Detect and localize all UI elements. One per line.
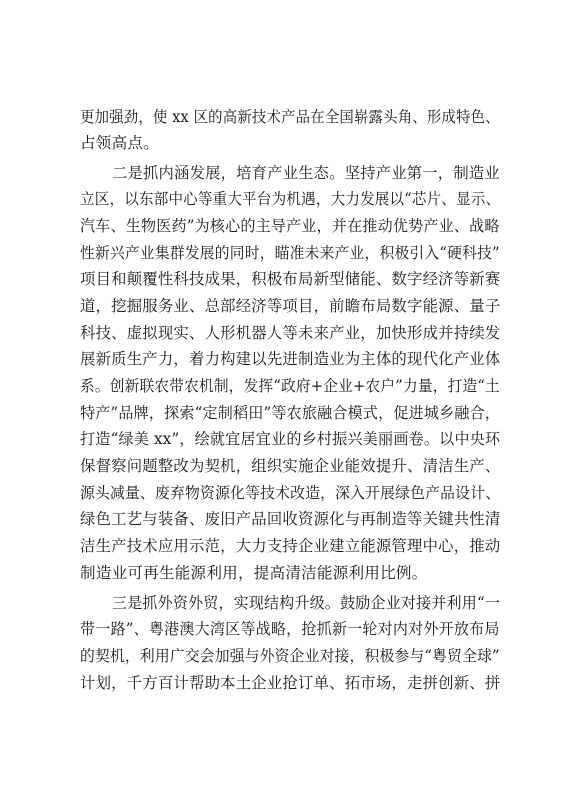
text-line: 道，挖掘服务业、总部经济等项目，前瞻布局数字能源、量子 (80, 297, 501, 315)
text-line: 绿色工艺与装备、废旧产品回收资源化与再制造等关键共性清 (80, 510, 501, 528)
text-line: 系。创新联农带农机制，发挥“政府+企业+农户”力量，打造“土 (80, 377, 500, 395)
paragraph-first-line: 三是抓外资外贸，实现结构升级。鼓励企业对接并利用“一 (112, 594, 501, 612)
text-line: 保督察问题整改为契机，组织实施企业能效提升、清洁生产、 (80, 457, 501, 475)
text-line: 打造“绿美 xx”，绘就宜居宜业的乡村振兴美丽画卷。以中央环 (80, 430, 501, 448)
text-line: 制造业可再生能源利用，提高清洁能源利用比例。 (80, 564, 428, 582)
text-line: 特产”品牌，探索“定制稻田”等农旅融合模式，促进城乡融合， (80, 404, 501, 422)
text-line: 科技、虚拟现实、人形机器人等未来产业，加快形成并持续发 (80, 324, 501, 342)
text-line: 更加强劲，使 xx 区的高新技术产品在全国崭露头角、形成特色、 (80, 108, 500, 126)
text-line: 立区，以东部中心等重大平台为机遇，大力发展以“芯片、显示、 (80, 190, 501, 208)
text-line: 计划，千方百计帮助本土企业抢订单、拓市场，走拼创新、拼 (80, 674, 501, 692)
text-line: 性新兴产业集群发展的同时，瞄准未来产业，积极引入“硬科技” (80, 244, 500, 262)
text-line: 带一路”、粤港澳大湾区等战略，抢抓新一轮对内对外开放布局 (80, 620, 500, 638)
paragraph-first-line: 二是抓内涵发展，培育产业生态。坚持产业第一，制造业 (112, 164, 500, 182)
text-line: 占领高点。 (80, 134, 159, 152)
text-line: 源头减量、废弃物资源化等技术改造，深入开展绿色产品设计、 (80, 484, 501, 502)
text-line: 项目和颠覆性科技成果，积极布局新型储能、数字经济等新赛 (80, 270, 501, 288)
text-line: 的契机，利用广交会加强与外资企业对接，积极参与“粤贸全球” (80, 647, 500, 665)
text-line: 展新质生产力，着力构建以先进制造业为主体的现代化产业体 (80, 350, 501, 368)
text-line: 汽车、生物医药”为核心的主导产业，并在推动优势产业、战略 (80, 217, 500, 235)
text-line: 洁生产技术应用示范，大力支持企业建立能源管理中心，推动 (80, 537, 501, 555)
